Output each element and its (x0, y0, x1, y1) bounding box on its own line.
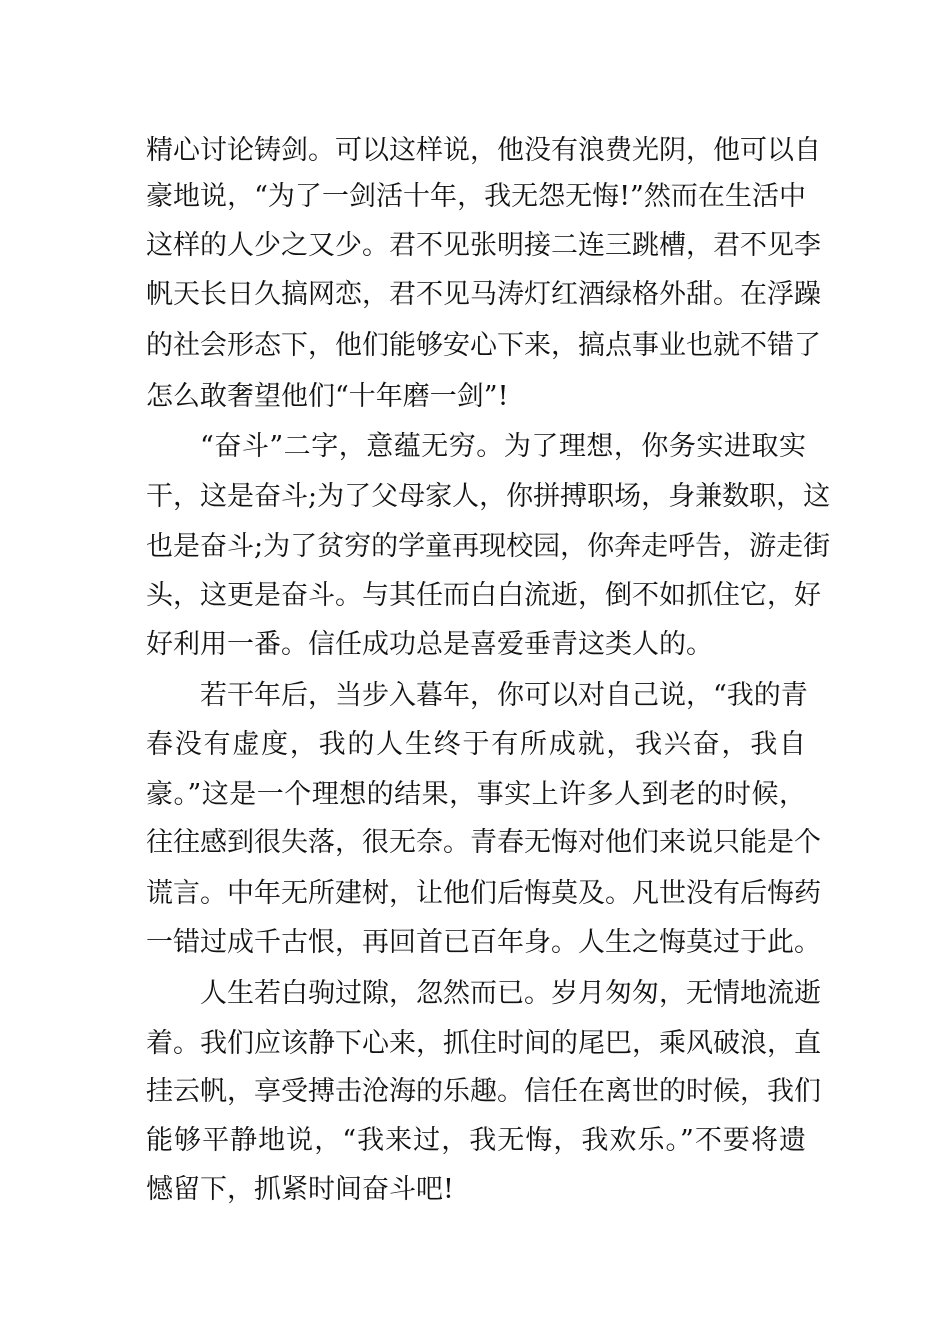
text-line: 怎么敢奢望他们“十年磨一剑”! (146, 381, 509, 412)
text-line: 一错过成千古恨，再回首已百年身。人生之悔莫过于此。 (146, 927, 821, 958)
text-line: 这样的人少之又少。君不见张明接二连三跳槽，君不见李 (146, 230, 821, 261)
text-line: 能够平静地说，“我来过，我无悔，我欢乐。”不要将遗 (146, 1125, 806, 1156)
text-line: 憾留下，抓紧时间奋斗吧! (146, 1174, 454, 1205)
text-line: 干，这是奋斗;为了父母家人，你拼搏职场，身兼数职，这 (146, 481, 831, 512)
text-line: 往往感到很失落，很无奈。青春无悔对他们来说只能是个 (146, 827, 821, 858)
paragraph-start-line: 若干年后，当步入暮年，你可以对自己说，“我的青 (200, 680, 808, 711)
text-line: 头，这更是奋斗。与其任而白白流逝，倒不如抓住它，好 (146, 580, 821, 611)
text-line: 好利用一番。信任成功总是喜爱垂青这类人的。 (146, 629, 713, 660)
text-line: 精心讨论铸剑。可以这样说，他没有浪费光阴，他可以自 (146, 135, 821, 166)
text-line: 豪。”这是一个理想的结果，事实上许多人到老的时候， (146, 779, 806, 810)
text-line: 帆天长日久搞网恋，君不见马涛灯红酒绿格外甜。在浮躁 (146, 279, 821, 310)
text-line: 春没有虚度，我的人生终于有所成就，我兴奋，我自 (146, 729, 806, 760)
text-line: 谎言。中年无所建树，让他们后悔莫及。凡世没有后悔药 (146, 878, 821, 909)
paragraph-start-line: 人生若白驹过隙，忽然而已。岁月匆匆，无情地流逝 (200, 978, 821, 1009)
text-line: 豪地说，“为了一剑活十年，我无怨无悔!”然而在生活中 (146, 181, 806, 212)
text-line: 的社会形态下，他们能够安心下来，搞点事业也就不错了 (146, 330, 821, 361)
paragraph-start-line: “奋斗”二字，意蕴无穷。为了理想，你务实进取实 (200, 431, 806, 462)
text-line: 也是奋斗;为了贫穷的学童再现校园，你奔走呼告，游走街 (146, 531, 831, 562)
text-line: 着。我们应该静下心来，抓住时间的尾巴，乘风破浪，直 (146, 1028, 821, 1059)
text-line: 挂云帆，享受搏击沧海的乐趣。信任在离世的时候，我们 (146, 1076, 821, 1107)
